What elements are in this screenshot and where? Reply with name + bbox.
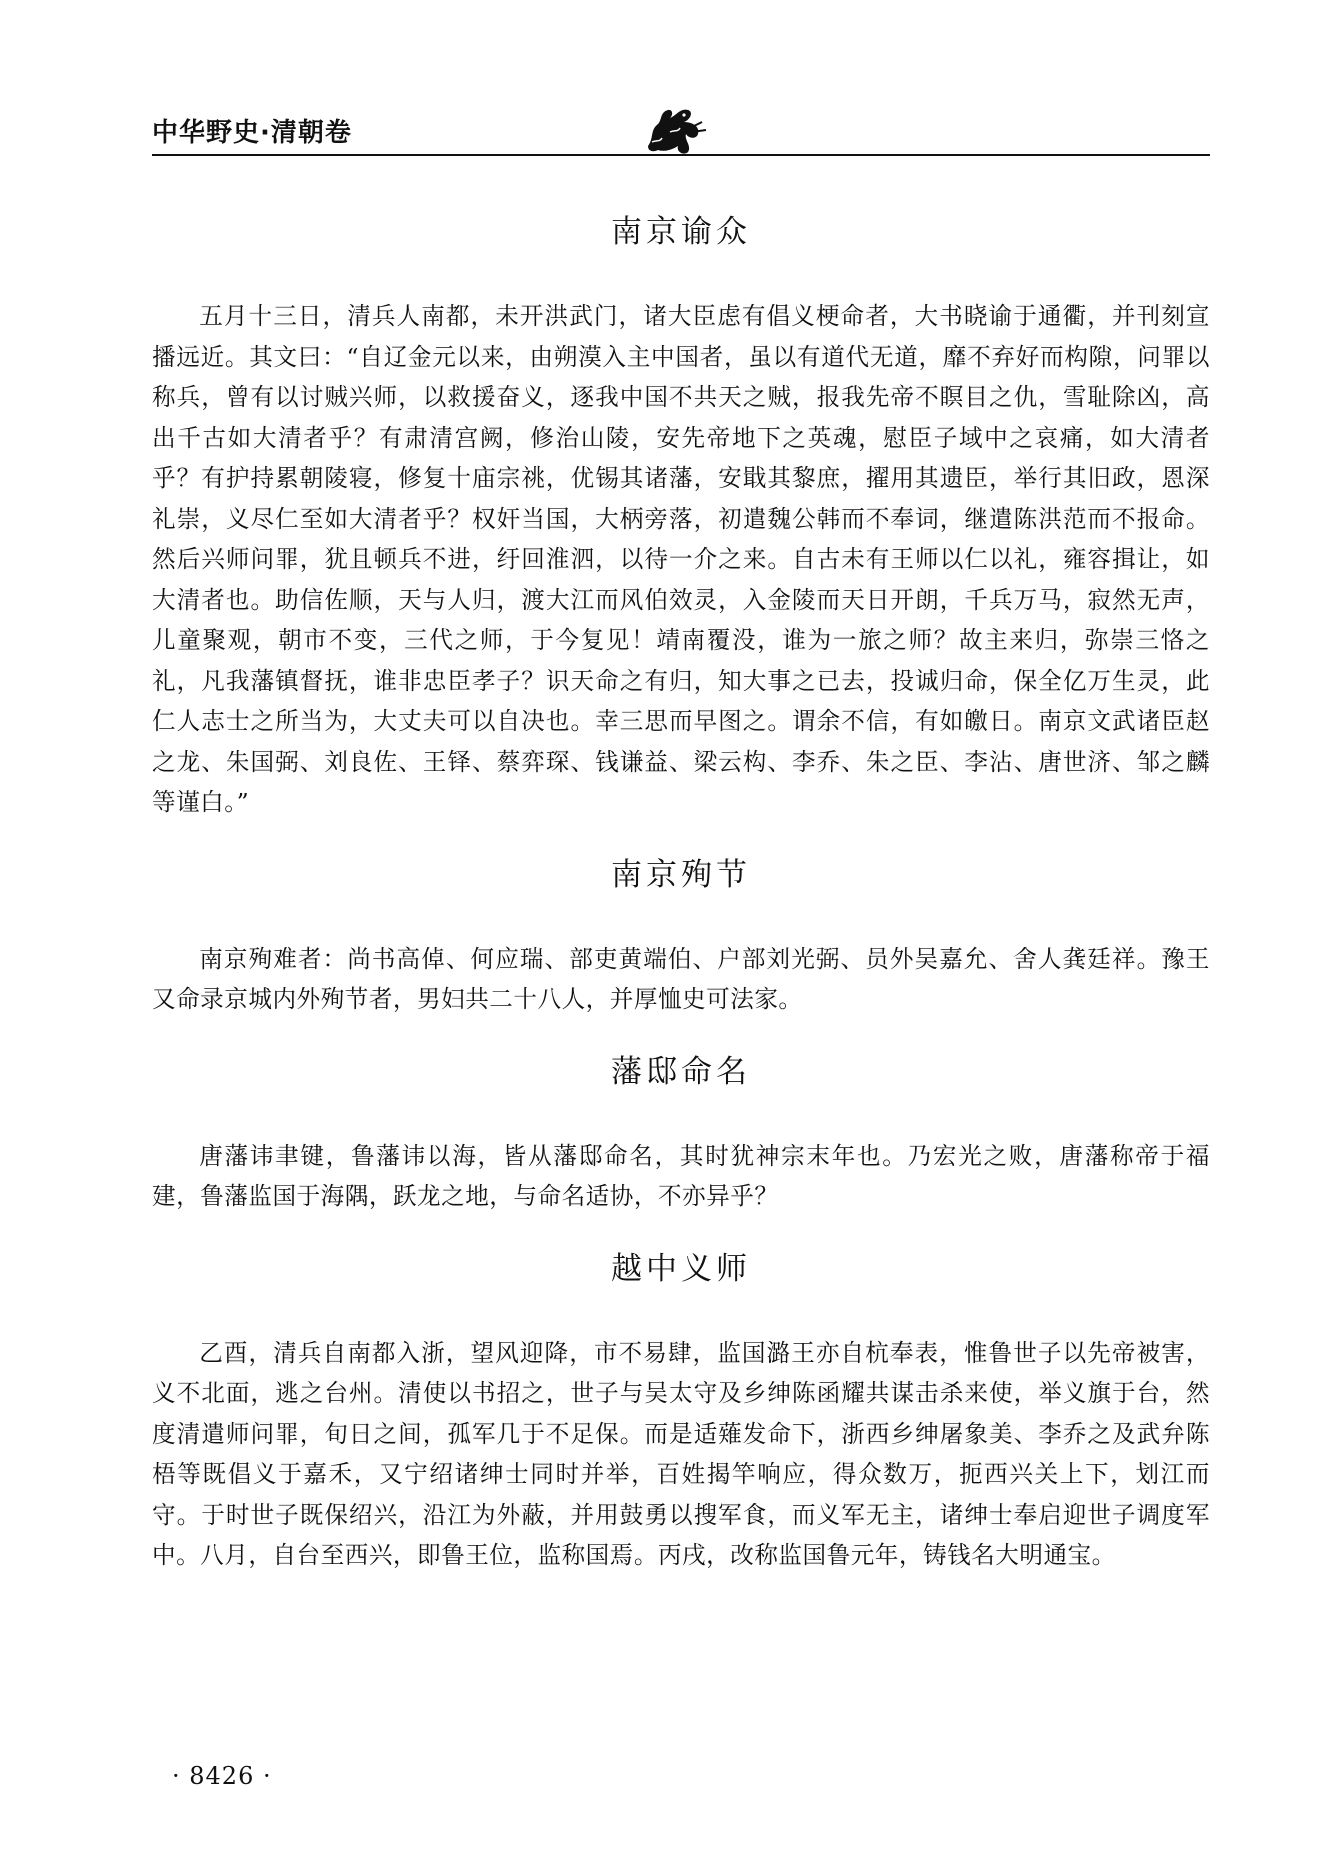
section-paragraph: 乙酉，清兵自南都入浙，望风迎降，市不易肆，监国潞王亦自杭奉表，惟鲁世子以先帝被害，义不北面，逃之台州。清使以书招之，世子与吴太守及乡绅陈函耀共谋击杀来使，举义旗于台，然度清遣师问罪，旬日之间，孤军几于不足保。而是适薙发命下，浙西乡绅屠象美、李乔之及武弁陈梧等既倡义于嘉禾，又宁绍诸绅士同时并举，百姓揭竿响应，得众数万，扼西兴关上下，划江而守。于时世子既保绍兴，沿江为外蔽，并用鼓勇以搜军食，而义军无主，诸绅士奉启迎世子调度军中。八月，自台至西兴，即鲁王位，监称国焉。丙戌，改称监国鲁元年，铸钱名大明通宝。 (152, 1338, 1210, 1569)
section-paragraph: 五月十三日，清兵人南都，未开洪武门，诸大臣虑有倡义梗命者，大书晓谕于通衢，并刊刻宣播远近。其文曰：“自辽金元以来，由朔漠入主中国者，虽以有道代无道，靡不弃好而构隙，问罪以称兵，曾有以讨贼兴师，以救援奋义，逐我中国不共天之贼，报我先帝不瞑目之仇，雪耻除凶，高出千古如大清者乎？有肃清宫阙，修治山陵，安先帝地下之英魂，慰臣子域中之哀痛，如大清者乎？有护持累朝陵寝，修复十庙宗祧，优锡其诸藩，安戢其黎庶，擢用其遗臣，举行其旧政，恩深礼崇，义尽仁至如大清者乎？权奸当国，大柄旁落，初遣魏公韩而不奉词，继遣陈洪范而不报命。然后兴师问罪，犹且顿兵不进，纡回淮泗，以待一介之来。自古未有王师以仁以礼，雍容揖让，如大清者也。助信佐顺，天与人归，渡大江而风伯效灵，入金陵而天日开朗，千兵万马，寂然无声，儿童聚观，朝市不变，三代之师，于今复见！靖南覆没，谁为一旅之师？故主来归，弥崇三恪之礼，凡我藩镇督抚，谁非忠臣孝子？识天命之有归，知大事之已去，投诚归命，保全亿万生灵，此仁人志士之所当为，大丈夫可以自决也。幸三思而早图之。谓余不信，有如皦日。南京文武诸臣赵之龙、朱国弼、刘良佐、王铎、蔡弈琛、钱谦益、梁云构、李乔、朱之臣、李沾、唐世济、邹之麟等谨白。” (152, 302, 1210, 816)
header-rule (152, 154, 1210, 156)
page-number: · 8426 · (172, 1762, 272, 1790)
page-content (152, 208, 1210, 1576)
header-title: 中华野史·清朝卷 (152, 118, 352, 148)
dragon-emblem-icon (640, 102, 710, 158)
section-title: 南京殉节 (611, 856, 751, 893)
section-title: 越中义师 (611, 1250, 751, 1287)
section-title: 南京谕众 (611, 214, 751, 250)
running-header (152, 108, 1210, 160)
section-title: 藩邸命名 (611, 1053, 751, 1090)
section-paragraph: 南京殉难者：尚书高倬、何应瑞、部吏黄端伯、户部刘光弼、员外吴嘉允、舍人龚廷祥。豫王又命录京城内外殉节者，男妇共二十八人，并厚恤史可法家。 (152, 944, 1210, 1013)
section-paragraph: 唐藩讳聿键，鲁藩讳以海，皆从藩邸命名，其时犹神宗末年也。乃宏光之败，唐藩称帝于福建，鲁藩监国于海隅，跃龙之地，与命名适协，不亦异乎？ (152, 1141, 1210, 1210)
